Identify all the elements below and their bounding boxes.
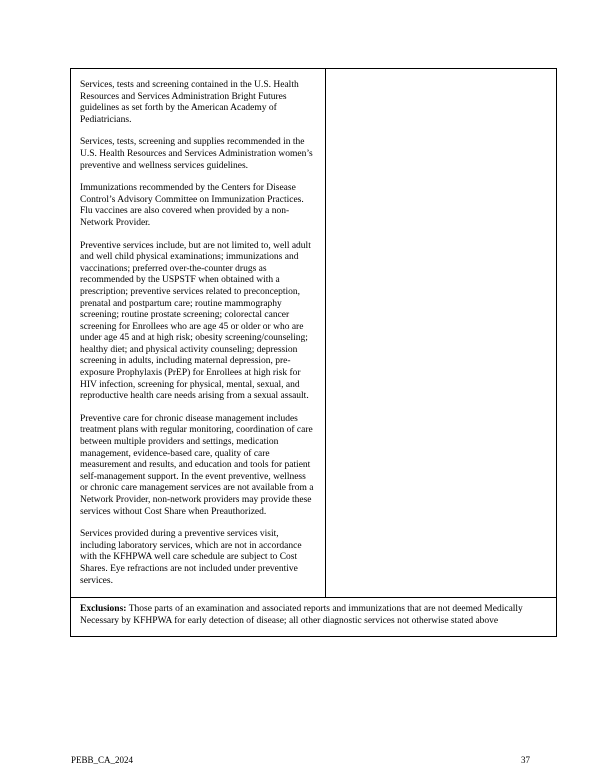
- footer-page-number: 37: [521, 755, 530, 765]
- table-body-row: [71, 69, 556, 597]
- paragraph-cost-shares: Services provided during a preventive services visit, including laboratory services, which are not in accordance with the KFHPWA well care schedule are subject to Cost Shares. Eye refractions are not included under preventive services.: [80, 529, 302, 586]
- paragraph-bright-futures: Services, tests and screening contained in the U.S. Health Resources and Services Administration Bright Futures guidelines as set forth by the American Academy of Pediatricians.: [80, 80, 299, 125]
- paragraph-chronic-disease: Preventive care for chronic disease management includes treatment plans with regular monitoring, coordination of care between multiple providers and settings, medication management, evidence-based care, quality of care measurement and results, and education and tools for patient self-management support. In the event preventive, wellness or chronic care management services are not available from a Network Provider, non-network providers may provide these services without Cost Share when Preauthorized.: [80, 413, 314, 517]
- benefits-table: [70, 68, 557, 637]
- exclusions-text: Those parts of an examination and associated reports and immunizations that are not deemed Medically Necessary by KFHPWA for early detection of disease; all other diagnostic services not otherwise stated above: [80, 604, 523, 626]
- services-description-cell: [71, 69, 326, 597]
- exclusions-row: [71, 597, 556, 636]
- footer-document-id: PEBB_CA_2024: [71, 755, 134, 765]
- paragraph-womens-guidelines: Services, tests, screening and supplies recommended in the U.S. Health Resources and Services Administration women’s preventive and wellness services guidelines.: [80, 137, 313, 171]
- exclusions-label: Exclusions:: [80, 604, 127, 615]
- page-footer: [71, 755, 530, 766]
- empty-right-cell: [326, 69, 556, 597]
- paragraph-immunizations: Immunizations recommended by the Centers for Disease Control’s Advisory Committee on Immunization Practices. Flu vaccines are also covered when provided by a non-Network Provider.: [80, 183, 304, 228]
- paragraph-preventive-services: Preventive services include, but are not limited to, well adult and well child physical examinations; immunizations and vaccinations; preferred over-the-counter drugs as recommended by the USPSTF when obtained with a prescription; preventive services related to preconception, prenatal and postpartum care; routine mammography screening; routine prostate screening; colorectal cancer screening for Enrollees who are age 45 or older or who are under age 45 and at high risk; obesity screening/counseling; healthy diet; and physical activity counseling; depression screening in adults, including maternal depression, pre-exposure Prophylaxis (PrEP) for Enrollees at high risk for HIV infection, screening for physical, mental, sexual, and reproductive health care needs arising from a sexual assault.: [80, 240, 311, 402]
